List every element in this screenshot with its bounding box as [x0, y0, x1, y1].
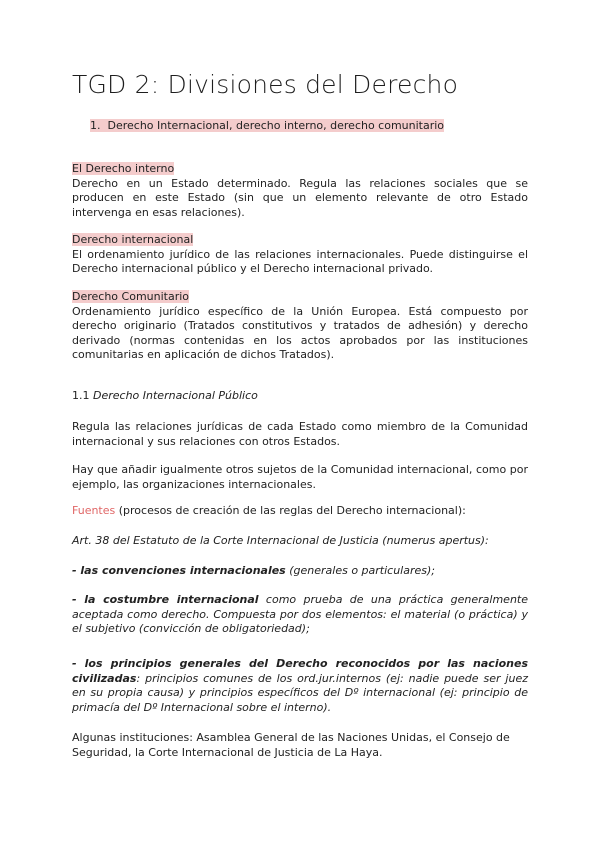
convenciones-text: (generales o particulares); — [285, 564, 436, 577]
principios-term: - los principios generales del Derecho reconocidos por las naciones civilizadas — [72, 657, 528, 685]
section-internacional-heading: Derecho internacional — [72, 233, 194, 246]
subsection-number: 1.1 — [72, 389, 93, 402]
subsection-title: Derecho Internacional Público — [93, 389, 258, 402]
section-comunitario-heading: Derecho Comunitario — [72, 290, 190, 303]
list-item-principios — [72, 657, 528, 715]
page-title: TGD 2: Divisiones del Derecho — [72, 70, 459, 99]
paragraph-regula: Regula las relaciones jurídicas de cada Estado como miembro de la Comunidad internacional y sus relaciones con otros Estados. — [72, 420, 528, 448]
section-comunitario — [72, 290, 528, 363]
costumbre-term: - la costumbre internacional — [72, 593, 259, 606]
paragraph-articulo: Art. 38 del Estatuto de la Corte Internacional de Justicia (numerus apertus): — [72, 534, 489, 547]
principios-text: : principios comunes de los ord.jur.internos (ej: nadie puede ser juez en su propia causa) y principios específicos del Dº internacional (ej: principio de primacía del Dº Internacional sobre el interno). — [72, 671, 528, 714]
costumbre-text: como prueba de una práctica generalmente aceptada como derecho. Compuesta por dos elementos: el material (o práctica) y el subjetivo (convicción de obligatoriedad); — [72, 593, 528, 635]
fuentes-label: Fuentes — [72, 504, 116, 517]
numbered-heading-number: 1. — [90, 119, 101, 132]
section-internacional — [72, 233, 528, 277]
section-comunitario-body: Ordenamiento jurídico específico de la Unión Europea. Está compuesto por derecho originario (Tratados constitutivos y tratados de adhesión) y derecho derivado (normas contenidas en los actos aprobados por las instituciones comunitarias en aplicación de dichos Tratados). — [72, 304, 528, 361]
section-interno-body: Derecho en un Estado determinado. Regula las relaciones sociales que se producen en este Estado (sin que un elemento relevante de otro Estado intervenga en esas relaciones). — [72, 176, 528, 219]
paragraph-fuentes — [72, 504, 528, 519]
list-item-costumbre — [72, 593, 528, 637]
section-internacional-body: El ordenamiento jurídico de las relaciones internacionales. Puede distinguirse el Derecho internacional público y el Derecho internacional privado. — [72, 247, 528, 275]
subsection-heading — [72, 389, 528, 404]
paragraph-instituciones: Algunas instituciones: Asamblea General de las Naciones Unidas, el Consejo de Seguridad, la Corte Internacional de Justicia de La Haya. — [72, 731, 510, 759]
list-item-convenciones — [72, 564, 528, 579]
section-interno-heading: El Derecho interno — [72, 162, 175, 175]
paragraph-sujetos: Hay que añadir igualmente otros sujetos de la Comunidad internacional, como por ejemplo, las organizaciones internacionales. — [72, 463, 528, 491]
section-interno — [72, 162, 528, 220]
numbered-heading — [90, 119, 444, 132]
convenciones-term: - las convenciones internacionales — [72, 564, 286, 577]
numbered-heading-text: Derecho Internacional, derecho interno, derecho comunitario — [107, 119, 445, 132]
fuentes-text: (procesos de creación de las reglas del Derecho internacional): — [115, 504, 466, 517]
